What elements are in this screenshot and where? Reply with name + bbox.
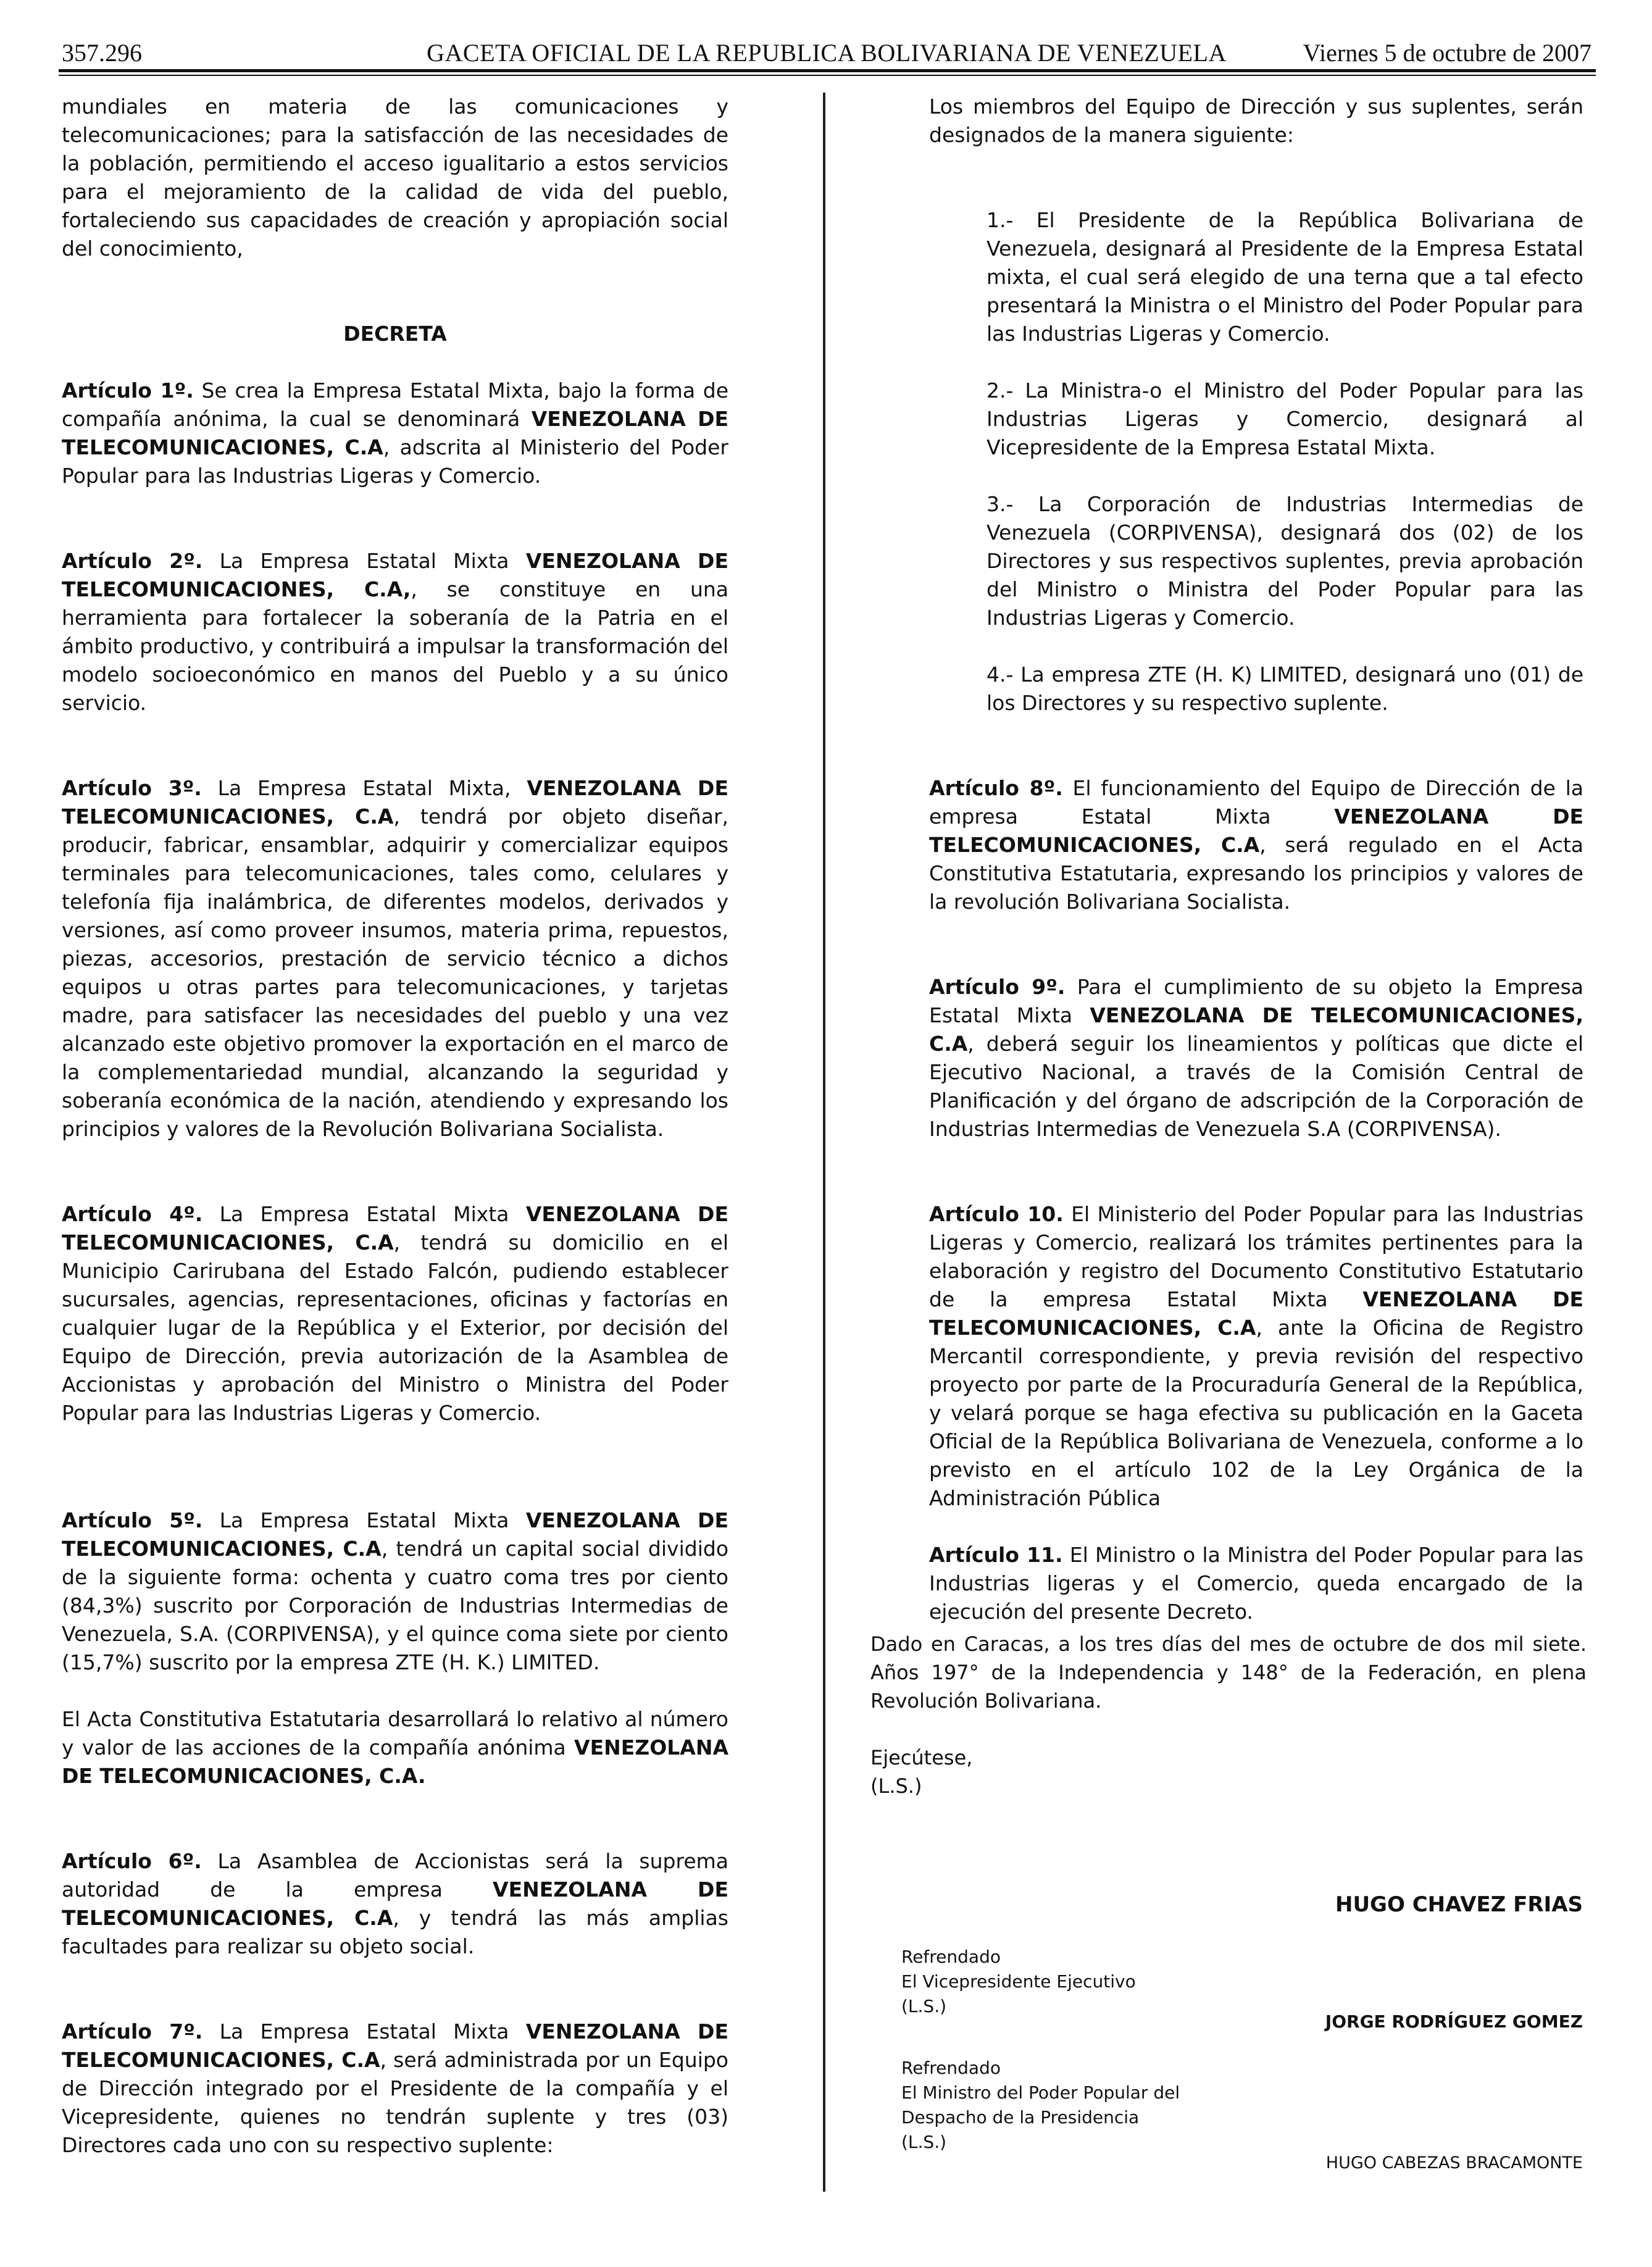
article-2: Artículo 2º. La Empresa Estatal Mixta VENEZOLANA DE TELECOMUNICACIONES, C.A,, se constituye en una herramienta para fortalecer la soberanía de la Patria en el ámbito productivo, y contribuirá a impulsar la transformación del modelo socioeconómico en manos del Pueblo y a su único servicio.: [62, 549, 728, 715]
company-name: VENEZOLANA DE TELECOMUNICACIONES, C.A.: [62, 1735, 728, 1788]
article-9: Artículo 9º. Para el cumplimiento de su objeto la Empresa Estatal Mixta VENEZOLANA DE TELECOMUNICACIONES, C.A, deberá seguir los lineamientos y políticas que dicte el Ejecutivo Nacional, a través de la Comisión Central de Planificación y del órgano de adscripción de la Corporación de Industrias Intermedias de Venezuela S.A (CORPIVENSA).: [929, 975, 1583, 1141]
company-name: VENEZOLANA DE TELECOMUNICACIONES, C.A: [62, 1877, 728, 1930]
company-name: VENEZOLANA DE TELECOMUNICACIONES, C.A: [929, 1287, 1584, 1340]
article-heading: Artículo 5º.: [62, 1508, 203, 1532]
article-heading: Artículo 4º.: [62, 1202, 203, 1226]
designation-intro: Los miembros del Equipo de Dirección y sus suplentes, serán designados de la manera siguiente:: [929, 94, 1583, 147]
refrendo-vicepresident: Refrendado El Vicepresidente Ejecutivo (L.S.): [901, 1947, 1136, 2016]
company-name: VENEZOLANA DE TELECOMUNICACIONES, C.A: [62, 2019, 728, 2072]
article-heading: Artículo 8º.: [929, 776, 1063, 800]
refrendo-minister: Refrendado El Ministro del Poder Popular del Despacho de la Presidencia (L.S.): [901, 2058, 1180, 2152]
article-5-paragraph-2: El Acta Constitutiva Estatutaria desarrollará lo relativo al número y valor de las acciones de la compañía anónima VENEZOLANA DE TELECOMUNICACIONES, C.A.: [62, 1707, 728, 1788]
designation-list: [987, 206, 1583, 717]
page-header: [62, 38, 1592, 68]
article-3: Artículo 3º. La Empresa Estatal Mixta, VENEZOLANA DE TELECOMUNICACIONES, C.A, tendrá por objeto diseñar, producir, fabricar, ensamblar, adquirir y comercializar equipos terminales para telecomunicaciones, tales como, celulares y telefonía fija inalámbrica, de diferentes modelos, derivados y versiones, así como proveer insumos, materia prima, repuestos, piezas, accesorios, prestación de servicio técnico a dichos equipos u otras partes para telecomunicaciones, y tarjetas madre, para satisfacer las necesidades del pueblo y una vez alcanzado este objetivo promover la exportación en el marco de la complementariedad mundial, alcanzando la seguridad y soberanía económica de la nación, atendiendo y expresando los principios y valores de la Revolución Bolivariana Socialista.: [62, 776, 728, 1141]
article-heading: Artículo 9º.: [929, 975, 1066, 999]
company-name: VENEZOLANA DE TELECOMUNICACIONES, C.A: [62, 1202, 728, 1255]
article-7: Artículo 7º. La Empresa Estatal Mixta VENEZOLANA DE TELECOMUNICACIONES, C.A, será administrada por un Equipo de Dirección integrado por el Presidente de la compañía y el Vicepresidente, quienes no tendrán suplente y tres (03) Directores cada uno con su respectivo suplente:: [62, 2019, 728, 2157]
issue-date: Viernes 5 de octubre de 2007: [1303, 39, 1592, 67]
article-heading: Artículo 2º.: [62, 549, 203, 573]
article-10: Artículo 10. El Ministerio del Poder Popular para las Industrias Ligeras y Comercio, realizará los trámites pertinentes para la elaboración y registro del Documento Constitutivo Estatutario de la empresa Estatal Mixta VENEZOLANA DE TELECOMUNICACIONES, C.A, ante la Oficina de Registro Mercantil correspondiente, y previa revisión del respectivo proyecto por parte de la Procuraduría General de la República, y velará porque se haga efectiva su publicación en la Gaceta Oficial de la República Bolivariana de Venezuela, conforme a lo previsto en el artículo 102 de la Ley Orgánica de la Administración Pública: [929, 1202, 1584, 1510]
company-name: VENEZOLANA DE TELECOMUNICACIONES, C.A: [929, 804, 1584, 857]
president-signature: HUGO CHAVEZ FRIAS: [1335, 1892, 1583, 1917]
article-8: Artículo 8º. El funcionamiento del Equipo de Dirección de la empresa Estatal Mixta VENEZOLANA DE TELECOMUNICACIONES, C.A, será regulado en el Acta Constitutiva Estatutaria, expresando los principios y valores de la revolución Bolivariana Socialista.: [929, 776, 1584, 914]
article-heading: Artículo 7º.: [62, 2019, 203, 2044]
list-item: 3.- La Corporación de Industrias Intermedias de Venezuela (CORPIVENSA), designará dos (02) de los Directores y sus respectivos suplentes, previa aprobación del Ministro o Ministra del Poder Popular para las Industrias Ligeras y Comercio.: [987, 492, 1583, 630]
header-rule-thin: [59, 75, 1596, 76]
article-6: Artículo 6º. La Asamblea de Accionistas será la suprema autoridad de la empresa VENEZOLANA DE TELECOMUNICACIONES, C.A, y tendrá las más amplias facultades para realizar su objeto social.: [62, 1849, 728, 1958]
vicepresident-signature: JORGE RODRÍGUEZ GOMEZ: [1325, 2011, 1583, 2032]
article-5: Artículo 5º. La Empresa Estatal Mixta VENEZOLANA DE TELECOMUNICACIONES, C.A, tendrá un capital social dividido de la siguiente forma: ochenta y cuatro coma tres por ciento (84,3%) suscrito por Corporación de Industrias Intermedias de Venezuela, S.A. (CORPIVENSA), y el quince coma siete por ciento (15,7%) suscrito por la empresa ZTE (H. K.) LIMITED.: [62, 1508, 729, 1674]
ejecutese-label: Ejecútese,: [870, 1746, 973, 1769]
company-name: VENEZOLANA DE TELECOMUNICACIONES, C.A: [62, 407, 729, 459]
closing-block: [870, 1630, 1587, 1800]
article-heading: Artículo 11.: [929, 1543, 1063, 1567]
dado-paragraph: Dado en Caracas, a los tres días del mes de octubre de dos mil siete. Años 197° de la Independencia y 148° de la Federación, en plena Revolución Bolivariana.: [870, 1632, 1587, 1713]
article-4: Artículo 4º. La Empresa Estatal Mixta VENEZOLANA DE TELECOMUNICACIONES, C.A, tendrá su domicilio en el Municipio Carirubana del Estado Falcón, pudiendo establecer sucursales, agencias, representaciones, oficinas y factorías en cualquier lugar de la República y el Exterior, por decisión del Equipo de Dirección, previa autorización de la Asamblea de Accionistas y aprobación del Ministro o Ministra del Poder Popular para las Industrias Ligeras y Comercio.: [62, 1202, 729, 1425]
column-divider: [823, 93, 825, 2192]
decreta-heading: DECRETA: [343, 322, 447, 346]
article-heading: Artículo 6º.: [62, 1849, 202, 1873]
company-name: VENEZOLANA DE TELECOMUNICACIONES, C.A: [62, 1508, 728, 1561]
right-column: [929, 93, 1583, 1626]
company-name: VENEZOLANA DE TELECOMUNICACIONES, C.A,: [62, 549, 728, 601]
article-heading: Artículo 3º.: [62, 776, 202, 800]
article-11: Artículo 11. El Ministro o la Ministra del Poder Popular para las Industrias ligeras y el Comercio, queda encargado de la ejecución del presente Decreto.: [929, 1543, 1583, 1624]
article-heading: Artículo 10.: [929, 1202, 1064, 1226]
company-name: VENEZOLANA DE TELECOMUNICACIONES, C.A: [929, 1003, 1583, 1056]
minister-signature: HUGO CABEZAS BRACAMONTE: [1325, 2153, 1583, 2173]
header-rule: [59, 69, 1596, 72]
article-1: Artículo 1º. Se crea la Empresa Estatal Mixta, bajo la forma de compañía anónima, la cual se denominará VENEZOLANA DE TELECOMUNICACIONES, C.A, adscrita al Ministerio del Poder Popular para las Industrias Ligeras y Comercio.: [62, 378, 729, 488]
seal-label: (L.S.): [870, 1774, 922, 1798]
list-item: 1.- El Presidente de la República Bolivariana de Venezuela, designará al Presidente de la Empresa Estatal mixta, el cual será elegido de una terna que a tal efecto presentará la Ministra o el Ministro del Poder Popular para las Industrias Ligeras y Comercio.: [987, 208, 1583, 346]
list-item: 4.- La empresa ZTE (H. K) LIMITED, designará uno (01) de los Directores y su respectivo suplente.: [987, 662, 1583, 715]
article-heading: Artículo 1º.: [62, 378, 194, 403]
list-item: 2.- La Ministra-o el Ministro del Poder Popular para las Industrias Ligeras y Comercio, designará al Vicepresidente de la Empresa Estatal Mixta.: [987, 378, 1583, 459]
gazette-title: GACETA OFICIAL DE LA REPUBLICA BOLIVARIANA DE VENEZUELA: [427, 39, 1227, 67]
intro-paragraph: mundiales en materia de las comunicaciones y telecomunicaciones; para la satisfacción de las necesidades de la población, permitiendo el acceso igualitario a estos servicios para el mejoramiento de la calidad de vida del pueblo, fortaleciendo sus capacidades de creación y apropiación social del conocimiento,: [62, 94, 728, 261]
left-column: [62, 93, 728, 2160]
page-number: 357.296: [62, 39, 142, 67]
company-name: VENEZOLANA DE TELECOMUNICACIONES, C.A: [62, 776, 728, 829]
